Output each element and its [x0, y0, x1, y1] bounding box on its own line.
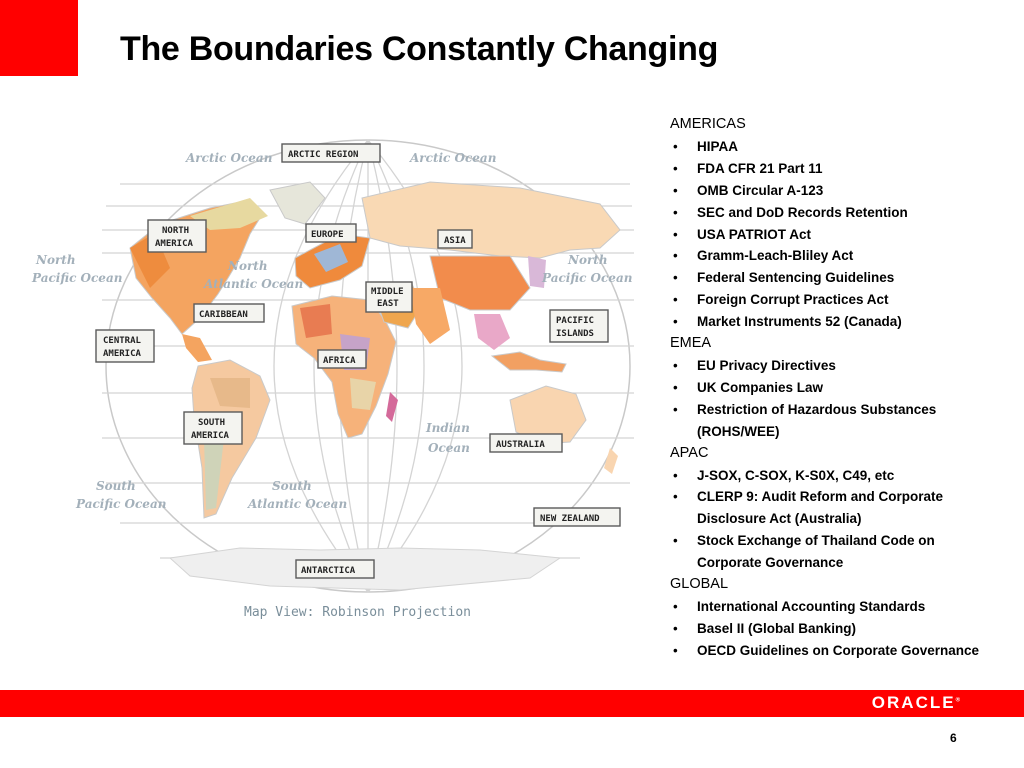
- svg-text:NORTH: NORTH: [162, 226, 190, 236]
- world-map: [32, 138, 640, 628]
- list-item: • USA PATRIOT Act: [670, 224, 1000, 246]
- corner-accent-block: [0, 0, 78, 76]
- ocean-label-south-atlantic-1: South: [272, 479, 312, 493]
- map-caption: Map View: Robinson Projection: [244, 605, 471, 620]
- list-item: • CLERP 9: Audit Reform and Corporate Disclosure Act (Australia): [670, 486, 1000, 530]
- svg-text:EUROPE: EUROPE: [311, 230, 344, 240]
- list-item: • J-SOX, C-SOX, K-S0X, C49, etc: [670, 465, 1000, 487]
- svg-text:AMERICA: AMERICA: [103, 349, 141, 359]
- svg-text:SOUTH: SOUTH: [198, 418, 226, 428]
- region-label-new-zealand: [534, 508, 620, 526]
- regulation-list: [670, 114, 1000, 662]
- list-item: • FDA CFR 21 Part 11: [670, 158, 1000, 180]
- svg-text:CENTRAL: CENTRAL: [103, 336, 141, 346]
- list-item: • International Accounting Standards: [670, 596, 1000, 618]
- svg-text:AUSTRALIA: AUSTRALIA: [496, 440, 545, 450]
- svg-text:ARCTIC REGION: ARCTIC REGION: [288, 150, 359, 160]
- list-item: • Stock Exchange of Thailand Code on Corporate Governance: [670, 530, 1000, 574]
- region-label-north-america: [148, 220, 206, 252]
- region-label-pacific-islands: [550, 310, 608, 342]
- svg-text:CARIBBEAN: CARIBBEAN: [199, 310, 248, 320]
- slide-title: The Boundaries Constantly Changing: [120, 30, 719, 68]
- group-heading-global: GLOBAL: [670, 576, 729, 593]
- ocean-label-indian-1: Indian: [426, 421, 470, 435]
- list-item: • Federal Sentencing Guidelines: [670, 267, 1000, 289]
- list-item: • OMB Circular A-123: [670, 180, 1000, 202]
- list-item: • EU Privacy Directives: [670, 355, 1000, 377]
- region-label-asia: [438, 230, 472, 248]
- region-label-africa: [318, 350, 366, 368]
- ocean-label-indian-2: Ocean: [428, 441, 470, 455]
- group-heading-emea: EMEA: [670, 335, 712, 352]
- list-item: • UK Companies Law: [670, 377, 1000, 399]
- svg-text:ASIA: ASIA: [444, 236, 466, 246]
- oracle-logo-text: ORACLE: [871, 693, 956, 712]
- svg-text:NEW ZEALAND: NEW ZEALAND: [540, 514, 600, 524]
- list-item: • Market Instruments 52 (Canada): [670, 311, 1000, 333]
- list-item: • OECD Guidelines on Corporate Governance: [670, 640, 1000, 662]
- ocean-label-south-atlantic-2: Atlantic Ocean: [248, 497, 348, 511]
- list-item: • Foreign Corrupt Practices Act: [670, 289, 1000, 311]
- ocean-label-north-pacific-right-1: North: [568, 253, 608, 267]
- ocean-label-north-pacific-left-2: Pacific Ocean: [32, 271, 123, 285]
- page-number: 6: [950, 731, 957, 745]
- list-item: • HIPAA: [670, 136, 1000, 158]
- region-label-europe: [306, 224, 356, 242]
- oracle-logo: [872, 693, 960, 713]
- svg-text:PACIFIC: PACIFIC: [556, 316, 594, 326]
- list-item: • Basel II (Global Banking): [670, 618, 1000, 640]
- region-label-south-america: [184, 412, 242, 444]
- ocean-label-south-pacific-1: South: [96, 479, 136, 493]
- region-label-australia: [490, 434, 562, 452]
- svg-text:AMERICA: AMERICA: [155, 239, 193, 249]
- svg-text:AFRICA: AFRICA: [323, 356, 356, 366]
- svg-text:ISLANDS: ISLANDS: [556, 329, 594, 339]
- ocean-label-north-pacific-right-2: Pacific Ocean: [542, 271, 633, 285]
- ocean-label-north-pacific-left-1: North: [36, 253, 76, 267]
- svg-text:MIDDLE: MIDDLE: [371, 287, 404, 297]
- region-label-middle-east: [366, 282, 412, 312]
- svg-text:ANTARCTICA: ANTARCTICA: [301, 566, 356, 576]
- region-label-central-america: [96, 330, 154, 362]
- list-item: • SEC and DoD Records Retention: [670, 202, 1000, 224]
- ocean-label-arctic-left: Arctic Ocean: [186, 151, 273, 165]
- region-label-caribbean: [194, 304, 264, 322]
- svg-text:AMERICA: AMERICA: [191, 431, 229, 441]
- ocean-label-north-atlantic-1: North: [228, 259, 268, 273]
- svg-text:EAST: EAST: [377, 299, 399, 309]
- group-heading-americas: AMERICAS: [670, 116, 746, 132]
- ocean-label-arctic-right: Arctic Ocean: [410, 151, 497, 165]
- registered-mark: ®: [955, 697, 960, 704]
- ocean-label-south-pacific-2: Pacific Ocean: [76, 497, 167, 511]
- region-label-arctic: [282, 144, 380, 162]
- region-label-antarctica: [296, 560, 374, 578]
- list-item: • Gramm-Leach-Bliley Act: [670, 245, 1000, 267]
- group-heading-apac: APAC: [670, 444, 709, 461]
- footer-bar: [0, 690, 1024, 717]
- list-item: • Restriction of Hazardous Substances (ROHS/WEE): [670, 399, 1000, 443]
- ocean-label-north-atlantic-2: Atlantic Ocean: [204, 277, 304, 291]
